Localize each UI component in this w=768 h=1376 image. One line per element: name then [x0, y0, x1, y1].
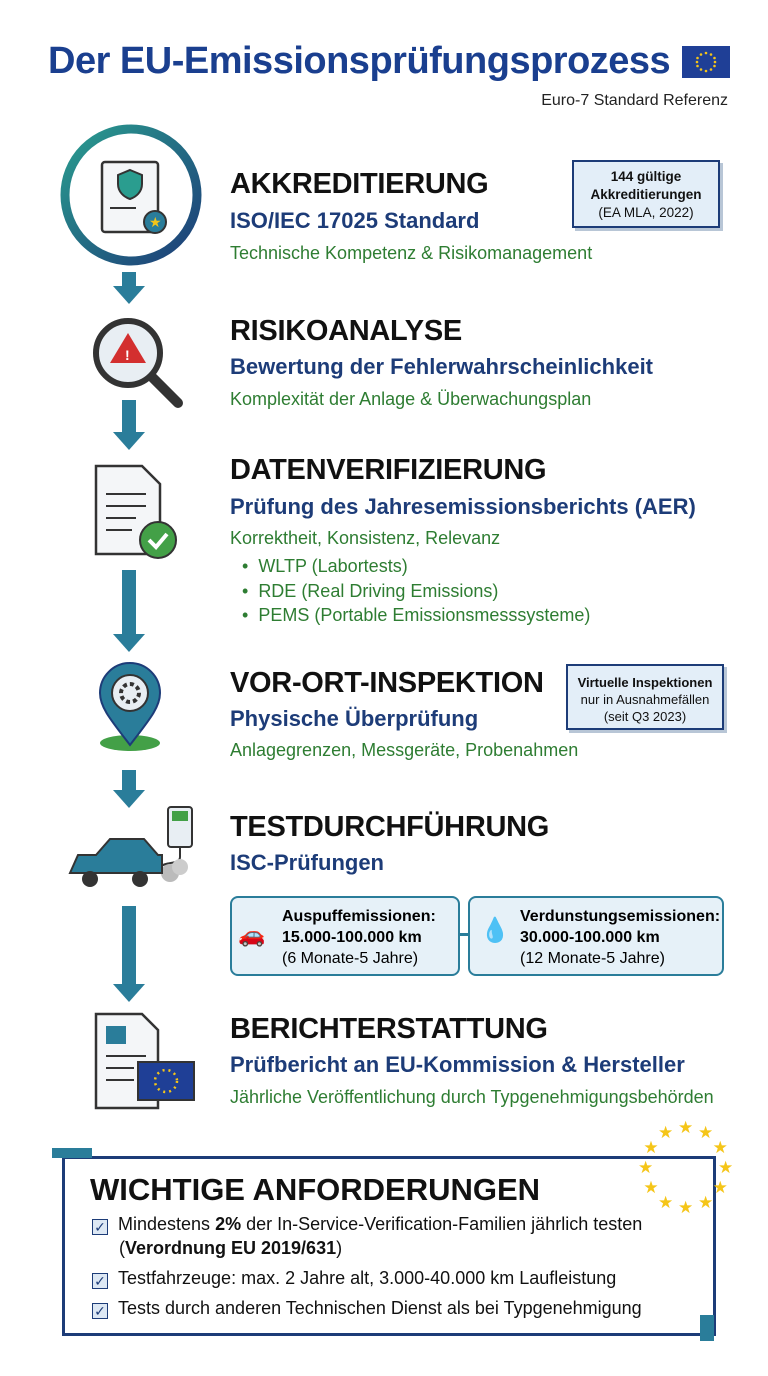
- corner-accent: [700, 1315, 714, 1341]
- star-icon: ★: [678, 1198, 694, 1217]
- svg-text:!: !: [125, 347, 130, 363]
- star-icon: ★: [643, 1138, 659, 1157]
- star-icon: ★: [678, 1118, 694, 1137]
- exhaust-smoke-icon: 🚗: [238, 922, 266, 947]
- star-icon: ★: [698, 1123, 714, 1143]
- risk-magnifier-icon: [90, 315, 190, 420]
- water-drops-icon: 💧: [480, 917, 510, 944]
- requirement-item: [92, 1266, 616, 1290]
- flow-arrow: [122, 400, 136, 434]
- callout-line: nur in Ausnahmefällen: [580, 692, 710, 707]
- location-gear-icon: [92, 655, 172, 760]
- checkbox-icon: ✓: [92, 1303, 108, 1319]
- star-icon: ★: [712, 1138, 728, 1157]
- box-period: (6 Monate-5 Jahre): [282, 950, 419, 967]
- step-subtitle: Prüfbericht an EU-Kommission & Hersteller: [230, 1052, 685, 1077]
- req-bold: Verordnung EU 2019/631: [125, 1238, 337, 1258]
- box-range: 30.000-100.000 km: [520, 929, 660, 946]
- star-icon: ★: [658, 1123, 674, 1143]
- requirements-title: WICHTIGE ANFORDERUNGEN: [90, 1172, 541, 1207]
- svg-text:★: ★: [149, 214, 162, 230]
- page-subtitle: Euro-7 Standard Referenz: [541, 92, 728, 109]
- step-description: Technische Kompetenz & Risikomanagement: [230, 243, 593, 263]
- step-subtitle: Prüfung des Jahresemissionsberichts (AER): [230, 494, 696, 519]
- star-icon: ★: [638, 1158, 654, 1177]
- flow-arrow: [122, 906, 136, 986]
- step-title: RISIKOANALYSE: [230, 315, 462, 347]
- step-description: Anlagegrenzen, Messgeräte, Probenahmen: [230, 740, 579, 760]
- checkbox-icon: ✓: [92, 1273, 108, 1289]
- step-description: Korrektheit, Konsistenz, Relevanz: [230, 528, 501, 548]
- step-subtitle: ISO/IEC 17025 Standard: [230, 208, 480, 233]
- req-bold: 2%: [215, 1214, 242, 1234]
- req-text: Mindestens: [118, 1214, 216, 1234]
- virtual-inspection-callout: [566, 664, 724, 730]
- callout-line: Akkreditierungen: [590, 187, 702, 202]
- test-method-item: • WLTP (Labortests): [242, 556, 408, 577]
- flow-arrow: [122, 770, 136, 792]
- step-title: VOR-ORT-INSPEKTION: [230, 667, 544, 699]
- car-emission-test-icon: [64, 805, 204, 900]
- star-icon: ★: [643, 1178, 659, 1197]
- accreditation-callout: [572, 160, 720, 228]
- req-text: (: [119, 1238, 125, 1258]
- box-range: 15.000-100.000 km: [282, 929, 422, 946]
- star-icon: ★: [658, 1192, 674, 1212]
- req-text: Tests durch anderen Technischen Dienst als bei Typgenehmigung: [118, 1298, 642, 1318]
- test-method-item: • PEMS (Portable Emissionsmesssysteme): [242, 605, 590, 626]
- box-label: Auspuffemissionen:: [282, 908, 436, 925]
- eu-flag-icon: [682, 46, 730, 78]
- accreditation-certificate-icon: [58, 122, 204, 273]
- callout-line: 144 gültige: [610, 169, 682, 184]
- test-method-item: • RDE (Real Driving Emissions): [242, 581, 498, 602]
- step-subtitle: ISC-Prüfungen: [230, 850, 384, 875]
- star-icon: ★: [698, 1192, 714, 1212]
- step-title: AKKREDITIERUNG: [230, 168, 489, 200]
- requirement-item: [92, 1212, 642, 1260]
- box-period: (12 Monate-5 Jahre): [520, 950, 665, 967]
- box-label: Verdunstungsemissionen:: [520, 908, 721, 925]
- req-text: der In-Service-Verification-Familien jährlich testen: [241, 1214, 643, 1234]
- star-icon: ★: [718, 1158, 734, 1177]
- evaporative-emissions-box: [468, 896, 724, 976]
- req-text: ): [336, 1238, 343, 1258]
- step-subtitle: Bewertung der Fehlerwahrscheinlichkeit: [230, 354, 654, 379]
- req-text: Testfahrzeuge: max. 2 Jahre alt, 3.000-40.000 km Laufleistung: [118, 1268, 617, 1288]
- corner-accent: [52, 1148, 92, 1158]
- step-title: BERICHTERSTATTUNG: [230, 1013, 548, 1045]
- step-subtitle: Physische Überprüfung: [230, 706, 479, 731]
- step-title: DATENVERIFIZIERUNG: [230, 454, 547, 486]
- step-description: Komplexität der Anlage & Überwachungsplan: [230, 389, 592, 409]
- page-title: Der EU-Emissionsprüfungsprozess: [48, 40, 671, 82]
- flow-arrow: [122, 570, 136, 636]
- callout-line: Virtuelle Inspektionen: [577, 675, 713, 690]
- callout-line: (seit Q3 2023): [603, 709, 687, 724]
- checkbox-icon: ✓: [92, 1219, 108, 1235]
- callout-line: (EA MLA, 2022): [598, 205, 694, 220]
- flow-arrow: [122, 272, 136, 288]
- report-eu-icon: [94, 1012, 198, 1117]
- step-title: TESTDURCHFÜHRUNG: [230, 811, 550, 843]
- star-icon: ★: [712, 1178, 728, 1197]
- document-verified-icon: [92, 462, 192, 567]
- requirement-item: [92, 1296, 642, 1320]
- exhaust-emissions-box: [230, 896, 460, 976]
- step-description: Jährliche Veröffentlichung durch Typgenehmigungsbehörden: [230, 1087, 714, 1107]
